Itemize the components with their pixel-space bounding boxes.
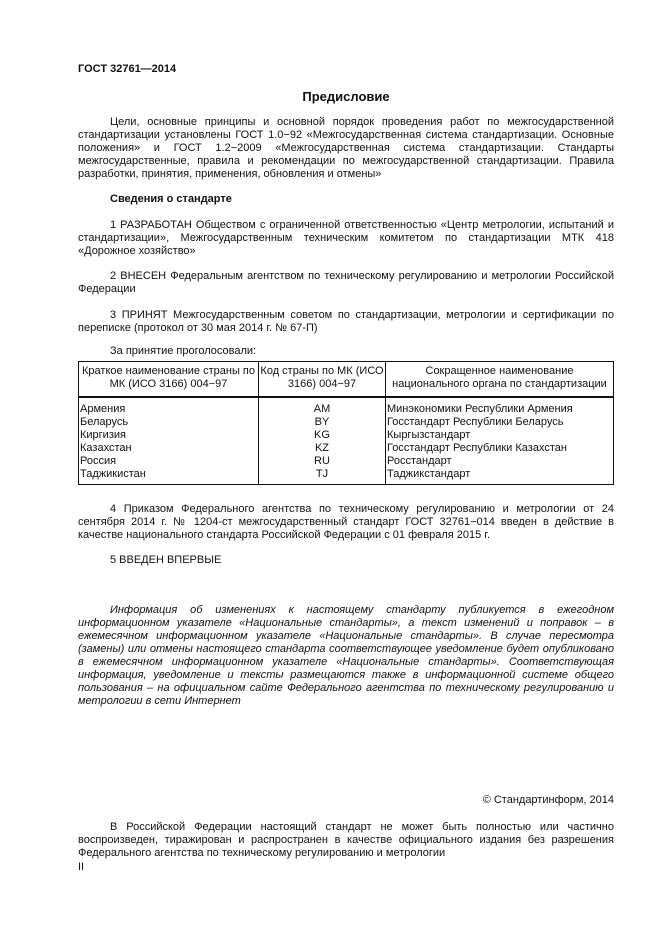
table-row bbox=[79, 455, 614, 468]
document-id: ГОСТ 32761—2014 bbox=[78, 63, 177, 75]
code-cell: BY bbox=[259, 416, 386, 429]
country-cell: Армения bbox=[79, 397, 259, 416]
column-header-authority: Сокращенное наименование национального органа по стандартизации bbox=[386, 362, 614, 398]
item-first-introduced: 5 ВВЕДЕН ВПЕРВЫЕ bbox=[110, 554, 222, 566]
table-row bbox=[79, 468, 614, 485]
table-row bbox=[79, 397, 614, 416]
authority-cell: Госстандарт Республики Казахстан bbox=[386, 442, 614, 455]
code-cell: KZ bbox=[259, 442, 386, 455]
country-cell: Беларусь bbox=[79, 416, 259, 429]
country-cell: Россия bbox=[79, 455, 259, 468]
table-row bbox=[79, 442, 614, 455]
authority-cell: Госстандарт Республики Беларусь bbox=[386, 416, 614, 429]
code-cell: KG bbox=[259, 429, 386, 442]
table-row bbox=[79, 429, 614, 442]
authority-cell: Кыргызстандарт bbox=[386, 429, 614, 442]
column-header-country: Краткое наименование страны по МК (ИСО 3166) 004−97 bbox=[79, 362, 259, 398]
voting-table bbox=[78, 361, 614, 485]
item-developed: 1 РАЗРАБОТАН Обществом с ограниченной ответственностью «Центр метрологии, испытаний и стандартизации», Межгосударственным техническим комитетом по стандартизации МТК 418 «Дорожное хозяйство» bbox=[78, 219, 614, 257]
page-number: II bbox=[78, 861, 85, 873]
item-submitted: 2 ВНЕСЕН Федеральным агентством по техническому регулированию и метрологии Российской Федерации bbox=[78, 270, 614, 295]
page-title: Предисловие bbox=[302, 89, 390, 104]
authority-cell: Минэкономики Республики Армения bbox=[386, 397, 614, 416]
section-heading: Сведения о стандарте bbox=[110, 193, 232, 205]
code-cell: RU bbox=[259, 455, 386, 468]
country-cell: Киргизия bbox=[79, 429, 259, 442]
vote-label: За принятие проголосовали: bbox=[110, 345, 257, 357]
authority-cell: Росстандарт bbox=[386, 455, 614, 468]
item-enacted: 4 Приказом Федерального агентства по техническому регулированию и метрологии от 24 сентября 2014 г. № 1204-ст межгосударственный стандарт ГОСТ 32761−014 введен в действие в качестве национального стандарта Российской Федерации с 01 февраля 2015 г. bbox=[78, 503, 614, 541]
country-cell: Таджикистан bbox=[79, 468, 259, 485]
authority-cell: Таджикстандарт bbox=[386, 468, 614, 485]
intro-paragraph: Цели, основные принципы и основной порядок проведения работ по межгосударственной стандартизации установлены ГОСТ 1.0−92 «Межгосударственная система стандартизации. Основные положения» и ГОСТ 1.2−2009 «Межгосударственная система стандартизации. Стандарты межгосударственные, правила и рекомендации по межгосударственной стандартизации. Правила разработки, принятия, применения, обновления и отмены» bbox=[78, 116, 614, 180]
item-adopted: 3 ПРИНЯТ Межгосударственным советом по стандартизации, метрологии и сертификации по переписке (протокол от 30 мая 2014 г. № 67-П) bbox=[78, 309, 614, 334]
code-cell: TJ bbox=[259, 468, 386, 485]
code-cell: AM bbox=[259, 397, 386, 416]
country-cell: Казахстан bbox=[79, 442, 259, 455]
copyright: © Стандартинформ, 2014 bbox=[482, 794, 614, 806]
column-header-code: Код страны по МК (ИСО 3166) 004−97 bbox=[259, 362, 386, 398]
table-row bbox=[79, 416, 614, 429]
rights-notice: В Российской Федерации настоящий стандарт не может быть полностью или частично воспроизведен, тиражирован и распространен в качестве официального издания без разрешения Федерального агентства по техническому регулированию и метрологии bbox=[78, 821, 614, 859]
changes-notice: Информация об изменениях к настоящему стандарту публикуется в ежегодном информационном указателе «Национальные стандарты», а текст изменений и поправок – в ежемесячном информационном указателе «Национальные стандарты». В случае пересмотра (замены) или отмены настоящего стандарта соответствующее уведомление будет опубликовано в ежемесячном информационном указателе «Национальные стандарты». Соответствующая информация, уведомление и тексты размещаются также в информационной системе общего пользования – на официальном сайте Федерального агентства по техническому регулированию и метрологии в сети Интернет bbox=[78, 604, 614, 707]
